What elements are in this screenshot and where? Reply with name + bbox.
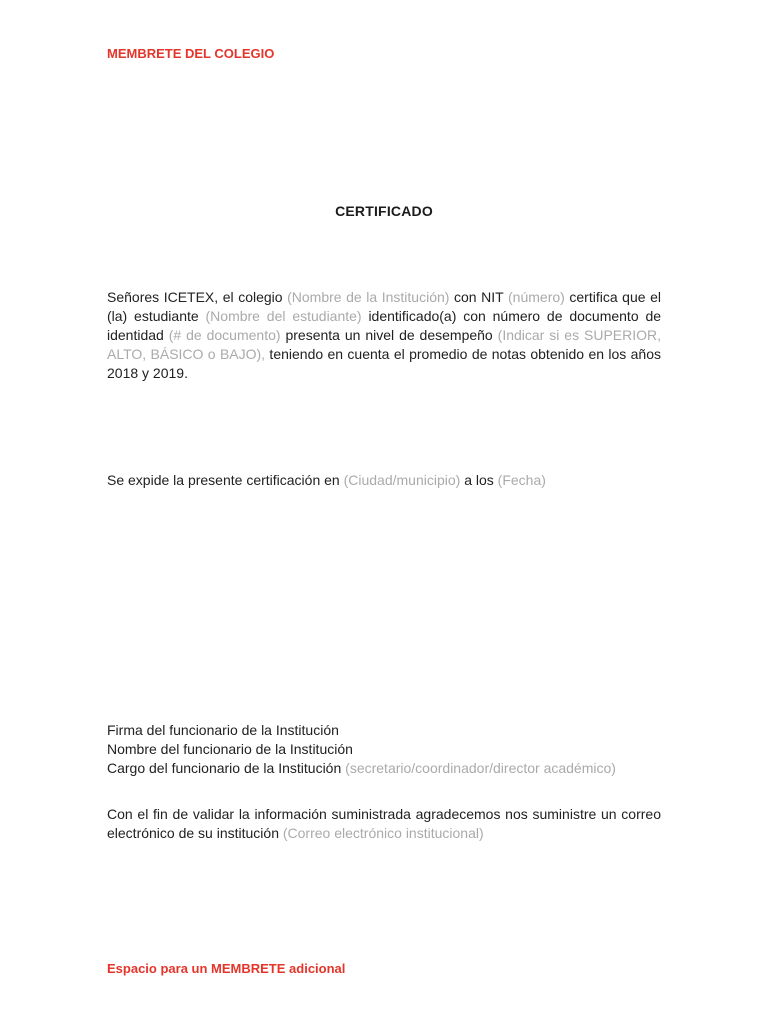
placeholder-text: (número) bbox=[508, 289, 565, 305]
placeholder-text: (Nombre de la Institución) bbox=[287, 289, 450, 305]
signature-line-cargo bbox=[107, 759, 661, 778]
placeholder-text: (Ciudad/municipio) bbox=[343, 472, 461, 488]
placeholder-text: (Fecha) bbox=[497, 472, 546, 488]
body-text: Firma del funcionario de la Institución bbox=[107, 722, 339, 738]
body-text: certifica que el (la) estudiante bbox=[107, 289, 661, 324]
body-text: a los bbox=[460, 472, 498, 488]
certificate-body-paragraph bbox=[107, 288, 661, 383]
body-text: Señores ICETEX, el colegio bbox=[107, 289, 288, 305]
placeholder-text: (# de documento) bbox=[168, 327, 281, 343]
body-text: teniendo en cuenta el promedio de notas obtenido en los años 2018 y 2019. bbox=[107, 346, 661, 381]
placeholder-text: (Indicar si es SUPERIOR, ALTO, BÁSICO o BAJO), bbox=[107, 327, 662, 362]
footer-note: Espacio para un MEMBRETE adicional bbox=[107, 961, 346, 976]
signature-line-nombre bbox=[107, 740, 661, 759]
body-text: identificado(a) con número de documento de identidad bbox=[107, 308, 662, 343]
signature-line-firma bbox=[107, 721, 661, 740]
placeholder-text: (Nombre del estudiante) bbox=[205, 308, 362, 324]
body-text: Cargo del funcionario de la Institución bbox=[107, 760, 346, 776]
document-title: CERTIFICADO bbox=[335, 203, 433, 219]
body-text: Con el fin de validar la información suministrada agradecemos nos suministre un correo electrónico de su institución bbox=[107, 806, 661, 841]
body-text: con NIT bbox=[449, 289, 509, 305]
signature-block bbox=[107, 721, 661, 778]
letterhead-note: MEMBRETE DEL COLEGIO bbox=[107, 46, 275, 61]
body-text: Se expide la presente certificación en bbox=[107, 472, 344, 488]
validation-paragraph bbox=[107, 805, 661, 843]
body-text: presenta un nivel de desempeño bbox=[280, 327, 498, 343]
issue-line bbox=[107, 471, 661, 490]
body-text: Nombre del funcionario de la Institución bbox=[107, 741, 353, 757]
placeholder-text: (Correo electrónico institucional) bbox=[282, 825, 484, 841]
placeholder-text: (secretario/coordinador/director académico) bbox=[345, 760, 616, 776]
